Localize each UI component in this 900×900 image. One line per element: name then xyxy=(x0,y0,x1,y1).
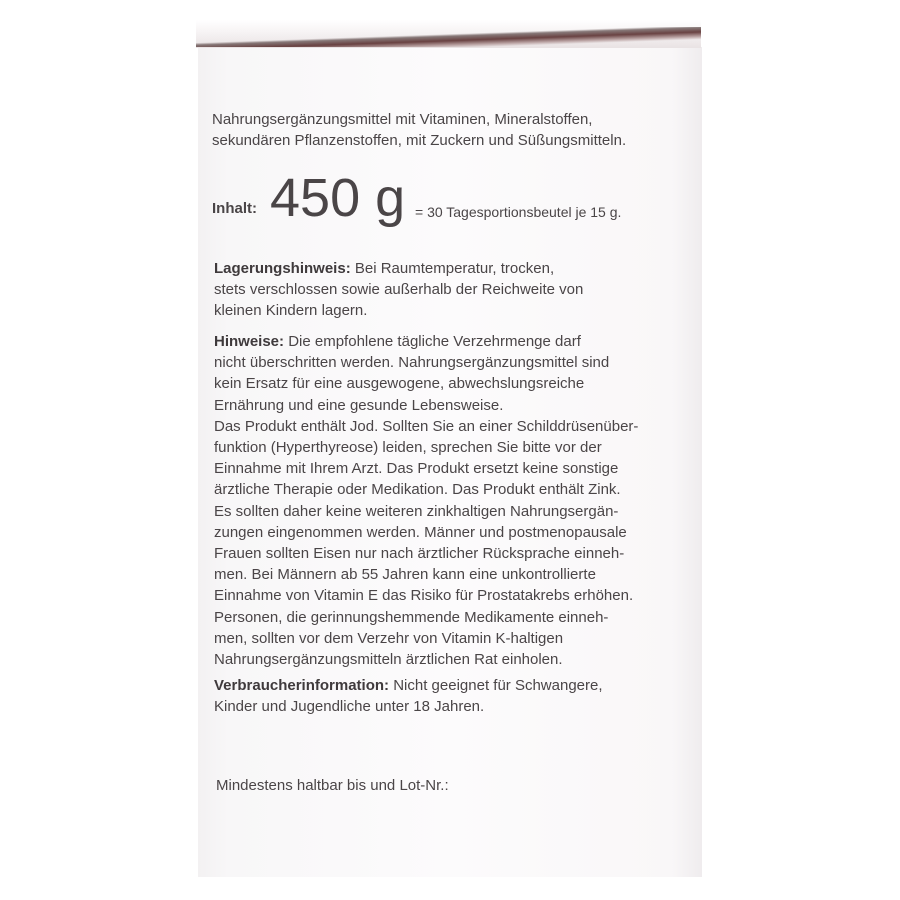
content-portion-detail: = 30 Tagesportionsbeutel je 15 g. xyxy=(415,204,622,220)
notes-line xyxy=(214,331,684,352)
notes-line: men. Bei Männern ab 55 Jahren kann eine unkontrollierte xyxy=(214,566,596,584)
storage-note xyxy=(214,258,583,322)
consumer-line xyxy=(214,675,603,696)
product-description xyxy=(212,109,626,151)
best-before-lot-number: Mindestens haltbar bis und Lot-Nr.: xyxy=(216,777,449,794)
package-lid-shadow xyxy=(196,27,701,47)
description-line: Nahrungsergänzungsmittel mit Vitaminen, Mineralstoffen, xyxy=(212,111,593,128)
consumer-text: Nicht geeignet für Schwangere, xyxy=(393,677,603,694)
storage-label: Lagerungshinweis: xyxy=(214,260,351,277)
notes-label: Hinweise: xyxy=(214,333,285,350)
storage-text: Bei Raumtemperatur, trocken, xyxy=(354,260,555,277)
notes-line: funktion (Hyperthyreose) leiden, sprechen Sie bitte vor der xyxy=(214,439,602,457)
notes-line: Ernährung und eine gesunde Lebensweise. xyxy=(214,396,504,414)
consumer-line: Kinder und Jugendliche unter 18 Jahren. xyxy=(214,698,485,716)
notes-line: ärztliche Therapie oder Medikation. Das Produkt enthält Zink. xyxy=(214,481,621,499)
notes-line: Einnahme von Vitamin E das Risiko für Prostatakrebs erhöhen. xyxy=(214,587,634,605)
notes-line: nicht überschritten werden. Nahrungsergänzungsmittel sind xyxy=(214,354,610,372)
content-label: Inhalt: xyxy=(212,200,257,217)
notes-line: men, sollten vor dem Verzehr von Vitamin K-haltigen xyxy=(214,629,564,647)
notes-line: Es sollten daher keine weiteren zinkhaltigen Nahrungsergän- xyxy=(214,502,619,520)
storage-line xyxy=(214,258,583,279)
notes-line: zungen eingenommen werden. Männer und postmenopausale xyxy=(214,523,627,541)
consumer-information xyxy=(214,675,603,717)
notes-text: Die empfohlene tägliche Verzehrmenge darf xyxy=(288,333,581,350)
notes-line: Einnahme mit Ihrem Arzt. Das Produkt ersetzt keine sonstige xyxy=(214,460,619,478)
notes-line: Frauen sollten Eisen nur nach ärztlicher Rücksprache einneh- xyxy=(214,545,625,563)
consumer-label: Verbraucherinformation: xyxy=(214,677,390,694)
storage-line: stets verschlossen sowie außerhalb der Reichweite von xyxy=(214,281,584,299)
notes-line: Personen, die gerinnungshemmende Medikamente einneh- xyxy=(214,608,609,626)
usage-notes xyxy=(214,331,684,670)
notes-line: Das Produkt enthält Jod. Sollten Sie an einer Schilddrüsenüber- xyxy=(214,417,639,435)
description-line: sekundären Pflanzenstoffen, mit Zuckern und Süßungsmitteln. xyxy=(212,132,627,150)
notes-line: kein Ersatz für eine ausgewogene, abwechslungsreiche xyxy=(214,375,585,393)
content-weight: 450 g xyxy=(270,168,406,228)
notes-line: Nahrungsergänzungsmitteln ärztlichen Rat einholen. xyxy=(214,651,563,669)
storage-line: kleinen Kindern lagern. xyxy=(214,302,368,320)
